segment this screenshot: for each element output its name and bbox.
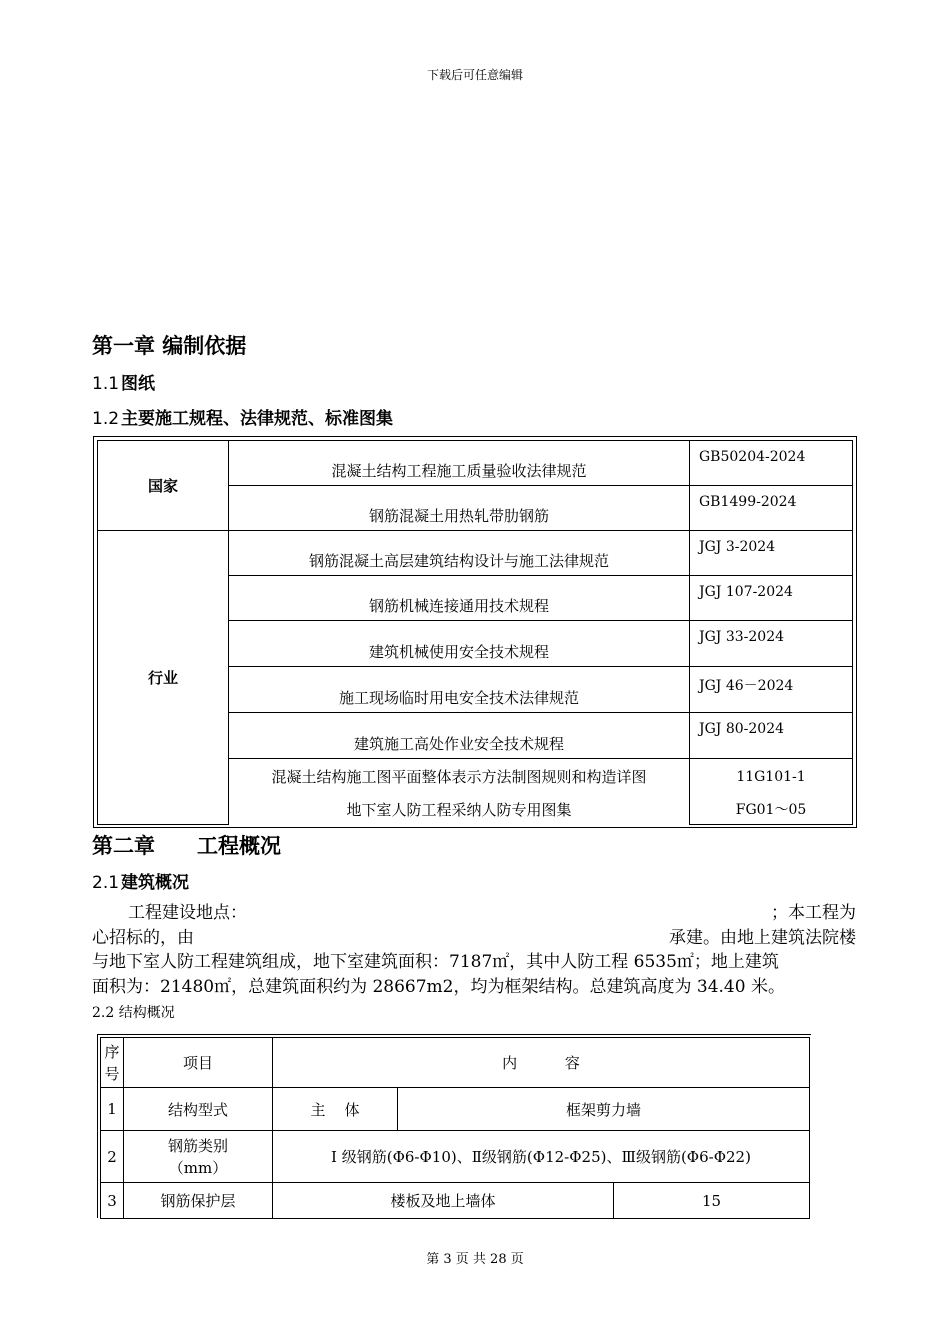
chapter-number: 第二章 xyxy=(92,834,155,858)
paragraph-text: 面积为：21480㎡，总建筑面积约为 28667m2，均为框架结构。总建筑高度为 34.40 米。 xyxy=(92,976,785,997)
paragraph-text: 与地下室人防工程建筑组成，地下室建筑面积：7187㎡，其中人防工程 6535㎡；地上建筑 xyxy=(92,952,779,972)
paragraph-text: 工程建设地点： xyxy=(128,903,247,923)
section-2-1-heading xyxy=(92,868,189,893)
page-footer: 第 3 页 共 28 页 xyxy=(426,1252,524,1267)
standard-code: 11G101-1 xyxy=(690,759,853,795)
table-row xyxy=(101,1088,810,1131)
table-header-row xyxy=(101,1038,810,1088)
standard-code: GB1499-2024 xyxy=(690,486,853,531)
standards-table xyxy=(97,440,853,825)
standard-name: 钢筋混凝土高层建筑结构设计与施工法律规范 xyxy=(229,531,690,576)
chapter-2-title xyxy=(92,830,281,860)
section-title: 建筑概况 xyxy=(121,873,190,893)
paragraph-text: ；本工程为 xyxy=(771,903,856,923)
standard-code: JGJ 46－2024 xyxy=(690,667,853,713)
standards-table-frame xyxy=(93,436,857,828)
row-sub: 主 体 xyxy=(273,1088,398,1131)
row-value: 框架剪力墙 xyxy=(398,1088,810,1131)
standard-code: GB50204-2024 xyxy=(690,441,853,486)
section-title: 主要施工规程、法律规范、标准图集 xyxy=(121,409,394,429)
standard-code: JGJ 80-2024 xyxy=(690,713,853,759)
row-value: 15 xyxy=(701,1191,722,1210)
standard-code: FG01～05 xyxy=(690,795,853,825)
table-row xyxy=(98,441,853,486)
section-title: 图纸 xyxy=(121,374,156,394)
section-1-2-heading xyxy=(92,404,393,429)
row-sub: 楼板及地上墙体 xyxy=(273,1183,614,1218)
standard-code: JGJ 107-2024 xyxy=(690,576,853,621)
section-1-1-heading xyxy=(92,369,155,394)
standard-name: 混凝土结构工程施工质量验收法律规范 xyxy=(229,441,690,486)
section-number: 2.1 xyxy=(92,873,120,893)
table-row xyxy=(101,1183,810,1219)
chapter-name: 工程概况 xyxy=(197,834,281,858)
row-number: 1 xyxy=(101,1088,124,1131)
standard-name: 建筑机械使用安全技术规程 xyxy=(229,621,690,667)
item-header: 项目 xyxy=(124,1038,273,1088)
paragraph-text: 心招标的，由 xyxy=(92,927,194,948)
standard-name: 钢筋混凝土用热轧带肋钢筋 xyxy=(229,486,690,531)
standard-name: 地下室人防工程采纳人防专用图集 xyxy=(229,795,690,825)
standard-name: 建筑施工高处作业安全技术规程 xyxy=(229,713,690,759)
standard-name: 施工现场临时用电安全技术法律规范 xyxy=(229,667,690,713)
section-2-2-heading: 2.2 结构概况 xyxy=(92,1005,175,1021)
structure-table xyxy=(100,1037,810,1219)
row-split xyxy=(273,1183,810,1219)
table-row xyxy=(98,531,853,576)
section-number: 1.1 xyxy=(92,374,120,394)
standard-name: 混凝土结构施工图平面整体表示方法制图规则和构造详图 xyxy=(229,759,690,795)
seq-header: 序 号 xyxy=(101,1038,124,1088)
row-value: Ⅰ 级钢筋(Φ6-Φ10)、Ⅱ级钢筋(Φ12-Φ25)、Ⅲ级钢筋(Φ6-Φ22) xyxy=(273,1131,810,1183)
row-number: 2 xyxy=(101,1131,124,1183)
row-item: 钢筋保护层 xyxy=(124,1183,273,1219)
standard-code: JGJ 3-2024 xyxy=(690,531,853,576)
overview-paragraph xyxy=(92,901,856,999)
content-header: 内 容 xyxy=(273,1038,810,1088)
page-header: 下载后可任意编辑 xyxy=(426,68,523,82)
category-cell: 国家 xyxy=(98,441,229,531)
structure-table-frame xyxy=(97,1034,811,1218)
section-number: 1.2 xyxy=(92,409,120,429)
standard-code: JGJ 33-2024 xyxy=(690,621,853,667)
row-item: 钢筋类别 （mm） xyxy=(124,1131,273,1183)
row-item: 结构型式 xyxy=(124,1088,273,1131)
chapter-1-title: 第一章 编制依据 xyxy=(92,334,247,358)
standard-name: 钢筋机械连接通用技术规程 xyxy=(229,576,690,621)
category-cell: 行业 xyxy=(98,531,229,825)
table-row xyxy=(101,1131,810,1183)
paragraph-text: 承建。由地上建筑法院楼 xyxy=(669,927,856,948)
row-number: 3 xyxy=(101,1183,124,1219)
